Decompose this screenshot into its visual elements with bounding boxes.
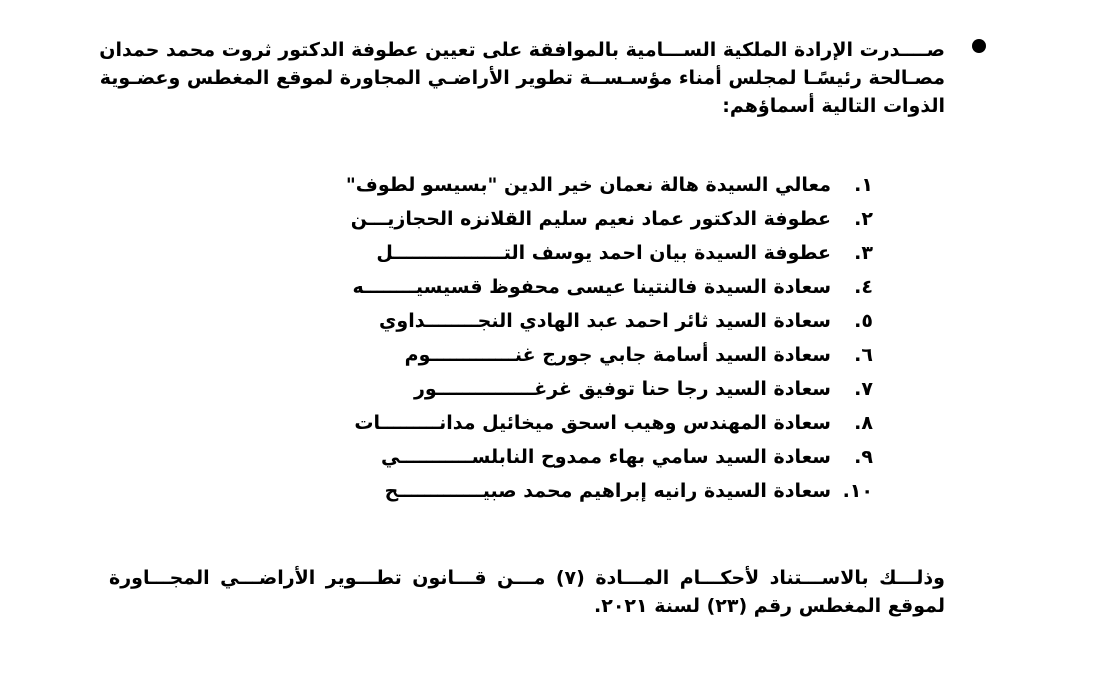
legal-basis-line-2: لموقع المغطس رقم (٢٣) لسنة ٢٠٢١. [594,595,945,617]
member-name: سعادة السيد أسامة جابي جورج غنـــــــــــــوم [404,344,831,366]
member-name: عطوفة السيدة بيان احمد يوسف التـــــــــــــــــل [376,242,831,264]
member-number: ٢. [854,208,873,230]
member-item [354,406,873,440]
member-item [393,372,873,406]
member-name: سعادة السيدة رانيه إبراهيم محمد صبيـــــــــــــح [384,480,831,502]
member-item [350,202,873,236]
member-item [352,270,873,304]
member-name: معالي السيدة هالة نعمان خير الدين "بسيسو لطوف" [345,174,831,196]
member-name: سعادة المهندس وهيب اسحق ميخائيل مدانـــــــــات [354,412,831,434]
member-name: سعادة السيد رجا حنا توفيق غرغـــــــــــــــور [413,378,831,400]
member-name: عطوفة الدكتور عماد نعيم سليم القلانزه الحجازيـــن [350,208,831,230]
member-name: سعادة السيدة فالنتينا عيسى محفوظ قسيسيــــــــه [352,276,831,298]
member-number: ٣. [854,242,873,264]
member-item [380,440,873,474]
member-number: ٦. [854,344,873,366]
member-item [376,236,873,270]
member-number: ١٠. [842,480,873,502]
bullet-point [972,39,986,53]
member-item [393,338,873,372]
decree-line-3: الذوات التالية أسماؤهم: [722,95,945,117]
member-number: ٩. [854,446,873,468]
decree-line-1: صــــدرت الإرادة الملكية الســـامية بالموافقة على تعيين عطوفة الدكتور ثروت محمد حمدان [99,39,945,61]
member-name: سعادة السيد سامي بهاء ممدوح النابلســـــــــــي [380,446,831,468]
member-name: سعادة السيد ثائر احمد عبد الهادي النجــــــــداوي [378,310,831,332]
decree-paragraph [99,36,945,120]
decree-line-2: مصـالحة رئيسًـا لمجلس أمناء مؤسـســة تطوير الأراضـي المجاورة لموقع المغطس وعضـوية [99,67,945,89]
member-number: ٤. [854,276,873,298]
legal-basis-line-1: وذلـــك بالاســـتناد لأحكـــام المـــادة (٧) مـــن قـــانون تطـــوير الأراضـــي المجـــاورة [109,567,945,589]
members-list [345,168,873,508]
member-number: ٨. [854,412,873,434]
member-number: ٧. [854,378,873,400]
member-item [378,304,873,338]
member-item [384,474,873,508]
legal-basis-paragraph [109,564,945,620]
member-number: ٥. [854,310,873,332]
member-number: ١. [854,174,873,196]
member-item [345,168,873,202]
